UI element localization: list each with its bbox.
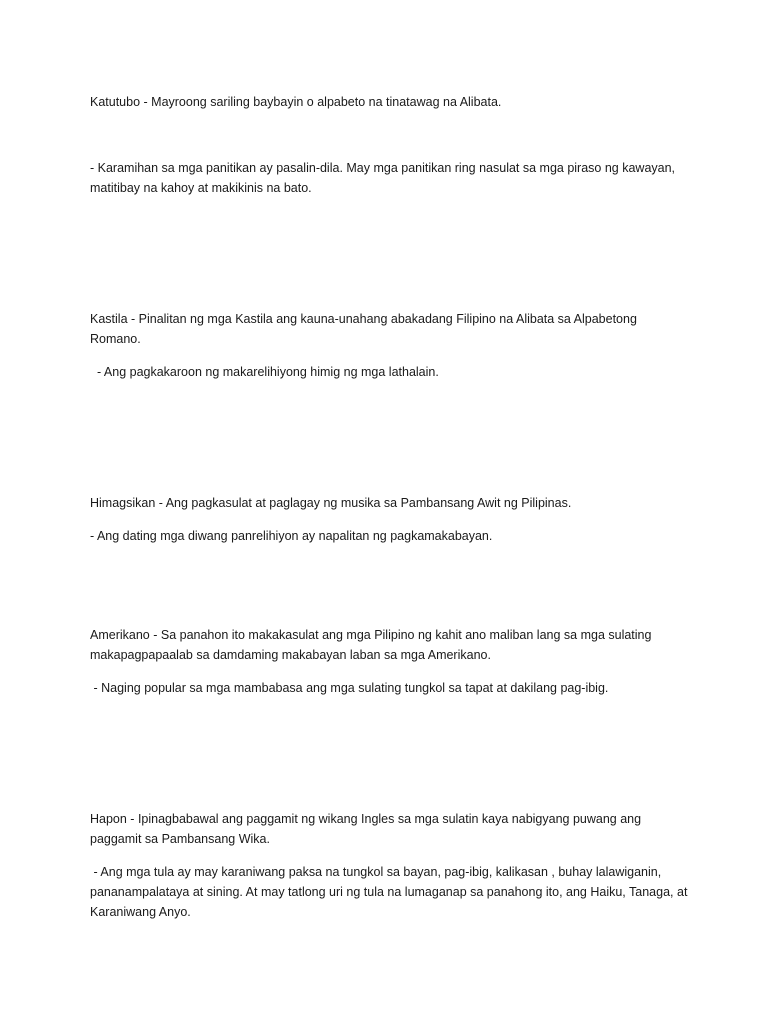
paragraph-hapon-heading: Hapon - Ipinagbabawal ang paggamit ng wikang Ingles sa mga sulatin kaya nabigyang puwang ang paggamit sa Pambansang Wika. bbox=[90, 812, 642, 846]
paragraph-kastila-detail: - Ang pagkakaroon ng makarelihiyong himig ng mga lathalain. bbox=[90, 365, 439, 379]
paragraph-himagsikan-heading: Himagsikan - Ang pagkasulat at paglagay ng musika sa Pambansang Awit ng Pilipinas. bbox=[90, 496, 572, 510]
paragraph-amerikano-detail: - Naging popular sa mga mambabasa ang mga sulating tungkol sa tapat at dakilang pag-ibig. bbox=[90, 681, 609, 695]
paragraph-katutubo-heading: Katutubo - Mayroong sariling baybayin o alpabeto na tinatawag na Alibata. bbox=[90, 95, 502, 109]
paragraph-katutubo-detail: - Karamihan sa mga panitikan ay pasalin-dila. May mga panitikan ring nasulat sa mga piraso ng kawayan, matitibay na kahoy at makikinis na bato. bbox=[90, 161, 676, 195]
paragraph-himagsikan-detail: - Ang dating mga diwang panrelihiyon ay napalitan ng pagkamakabayan. bbox=[90, 529, 493, 543]
paragraph-hapon-detail: - Ang mga tula ay may karaniwang paksa na tungkol sa bayan, pag-ibig, kalikasan , buhay lalawiganin, pananampalataya at sining. At may tatlong uri ng tula na lumaganap sa panahong ito, ang Haiku, Tanaga, at Karaniwang Anyo. bbox=[90, 865, 691, 919]
paragraph-amerikano-heading: Amerikano - Sa panahon ito makakasulat ang mga Pilipino ng kahit ano maliban lang sa mga sulating makapagpapaalab sa damdaming makabayan laban sa mga Amerikano. bbox=[90, 628, 652, 662]
paragraph-kastila-heading: Kastila - Pinalitan ng mga Kastila ang kauna-unahang abakadang Filipino na Alibata sa Alpabetong Romano. bbox=[90, 312, 637, 346]
